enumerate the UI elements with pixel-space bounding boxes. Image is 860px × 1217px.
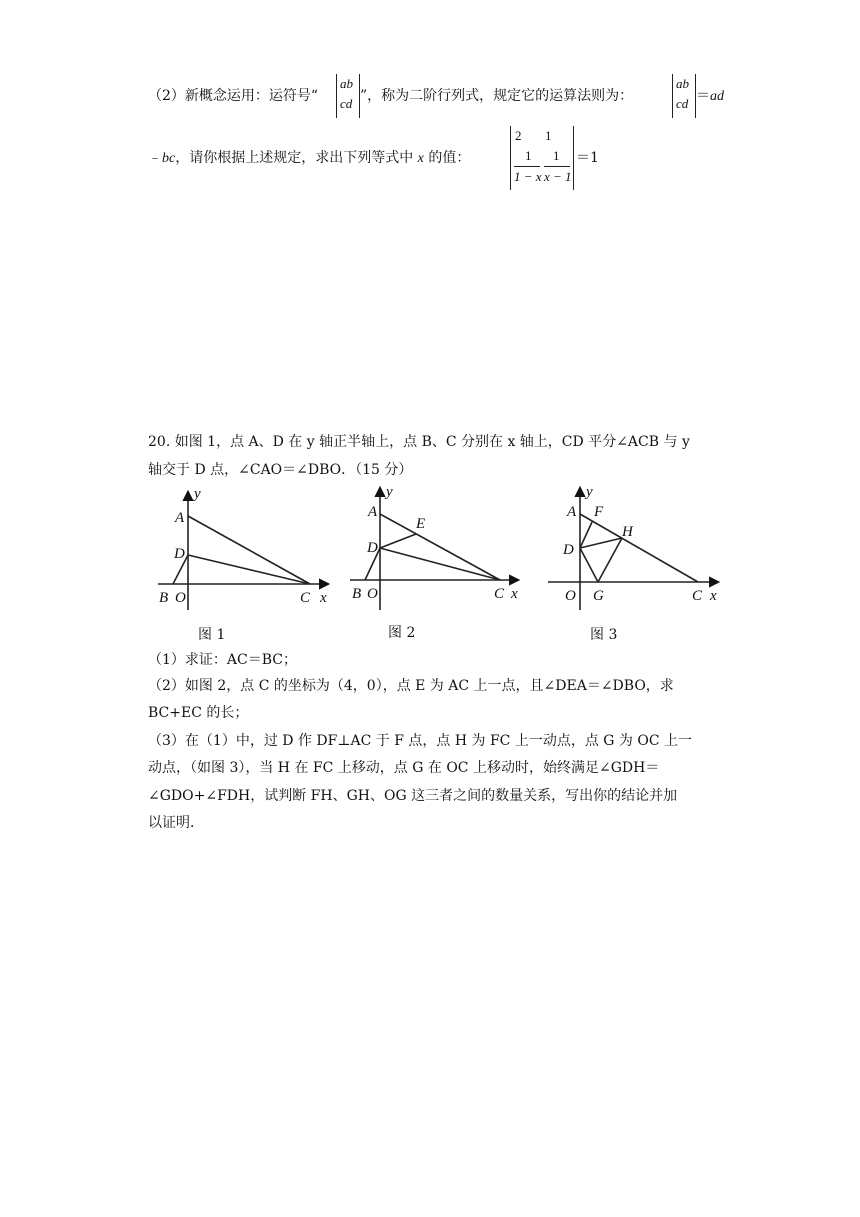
q20-line2: 轴交于 D 点，∠CAO＝∠DBO．（15 分）: [148, 462, 413, 478]
fig3-label-F: F: [594, 504, 604, 520]
det-row2: cd: [340, 96, 353, 111]
q20-part3-line2: 动点，（如图 3），当 H 在 FC 上移动，点 G 在 OC 上移动时，始终满足∠GDH＝: [148, 760, 660, 776]
m21-den: 1 − x: [514, 169, 542, 184]
fig1-AC: [188, 516, 310, 584]
rule-row1: ab: [676, 76, 689, 91]
fig2-AC: [380, 514, 500, 580]
fig1-DC: [188, 555, 310, 584]
fig2-DE: [380, 534, 416, 548]
fig1-label-x: x: [320, 590, 327, 606]
fig2-label-O: O: [367, 586, 378, 602]
fig3-label-C: C: [692, 588, 703, 604]
equation-determinant: [510, 126, 574, 190]
rule-ad: ad: [710, 89, 724, 104]
fig3-DH: [580, 538, 622, 548]
fig1-label-D: D: [174, 546, 185, 562]
fig3-label-G: G: [593, 588, 604, 604]
l2-text-c: 的值：: [428, 150, 471, 166]
fig3-label-D: D: [563, 542, 574, 558]
q20-part3-line1: （3）在（1）中，过 D 作 DF⊥AC 于 F 点，点 H 为 FC 上一动点，点 G 为 OC 上一: [148, 733, 692, 749]
fig1-label-B: B: [159, 590, 169, 606]
part2-line2: [148, 148, 470, 169]
determinant-symbol: [336, 74, 360, 118]
part2-text-b: ”，称为二阶行列式，规定它的运算法则为：: [360, 88, 634, 104]
fig2-DC: [380, 548, 500, 580]
rule-result: [696, 86, 724, 107]
fig2-label-x: x: [511, 586, 518, 602]
m12: 1: [545, 128, 552, 143]
fig1-label-A: A: [175, 510, 185, 526]
q20-part2-line1: （2）如图 2，点 C 的坐标为（4，0），点 E 为 AC 上一点，且∠DEA＝∠DBO，求: [148, 678, 674, 694]
eq-rhs: ＝1: [576, 150, 599, 166]
fig1-label-C: C: [300, 590, 311, 606]
l2-x: x: [417, 151, 424, 166]
fig2-label-C: C: [494, 586, 505, 602]
m22-num: 1: [553, 148, 560, 163]
fig3-label-x: x: [710, 588, 717, 604]
m11: 2: [515, 128, 522, 143]
det-row1: ab: [340, 76, 353, 91]
m21-num: 1: [525, 148, 532, 163]
fig2-label-y: y: [386, 484, 393, 500]
fig3-DF: [580, 522, 592, 548]
caption-fig3: 图 3: [590, 627, 618, 643]
m21-bar: [514, 166, 540, 167]
fig3-label-y: y: [586, 484, 593, 500]
l2-minus: ﹣: [148, 150, 162, 166]
fig2-label-D: D: [367, 540, 378, 556]
m22-den: x − 1: [544, 169, 572, 184]
rule-row2: cd: [676, 96, 689, 111]
fig1-label-O: O: [175, 590, 186, 606]
fig3-DG: [580, 548, 598, 582]
q20-part3-line4: 以证明．: [148, 815, 204, 831]
q20-part3-line3: ∠GDO+∠FDH，试判断 FH、GH、OG 这三者之间的数量关系，写出你的结论并加: [148, 788, 678, 804]
l2-bc: bc: [162, 151, 176, 166]
fig2-label-B: B: [352, 586, 362, 602]
equation-rhs: [576, 148, 599, 168]
part2-text-a: （2）新概念运用：运符号“: [148, 88, 319, 104]
q20-part1: （1）求证：AC＝BC；: [148, 652, 297, 668]
fig3-AC: [580, 514, 698, 582]
fig3-HG: [598, 538, 622, 582]
l2-text: ，请你根据上述规定，求出下列等式中: [175, 150, 414, 166]
q20-line1: 20. 如图 1，点 A、D 在 y 轴正半轴上，点 B、C 分别在 x 轴上，CD 平分∠ACB 与 y: [148, 434, 690, 450]
rule-eq: ＝: [696, 88, 710, 104]
part2-line1: [148, 86, 318, 106]
m22-bar: [544, 166, 570, 167]
caption-fig2: 图 2: [388, 625, 416, 641]
fig2-label-A: A: [368, 504, 378, 520]
fig1-label-y: y: [194, 486, 201, 502]
part2-line1-b: [360, 86, 633, 106]
fig2-label-E: E: [416, 516, 426, 532]
caption-fig1: 图 1: [198, 627, 226, 643]
fig3-label-O: O: [565, 588, 576, 604]
q20-part2-line2: BC+EC 的长；: [148, 705, 249, 721]
fig3-label-A: A: [567, 504, 577, 520]
rule-determinant: [672, 74, 696, 118]
fig3-label-H: H: [622, 524, 633, 540]
figures: [0, 484, 860, 644]
